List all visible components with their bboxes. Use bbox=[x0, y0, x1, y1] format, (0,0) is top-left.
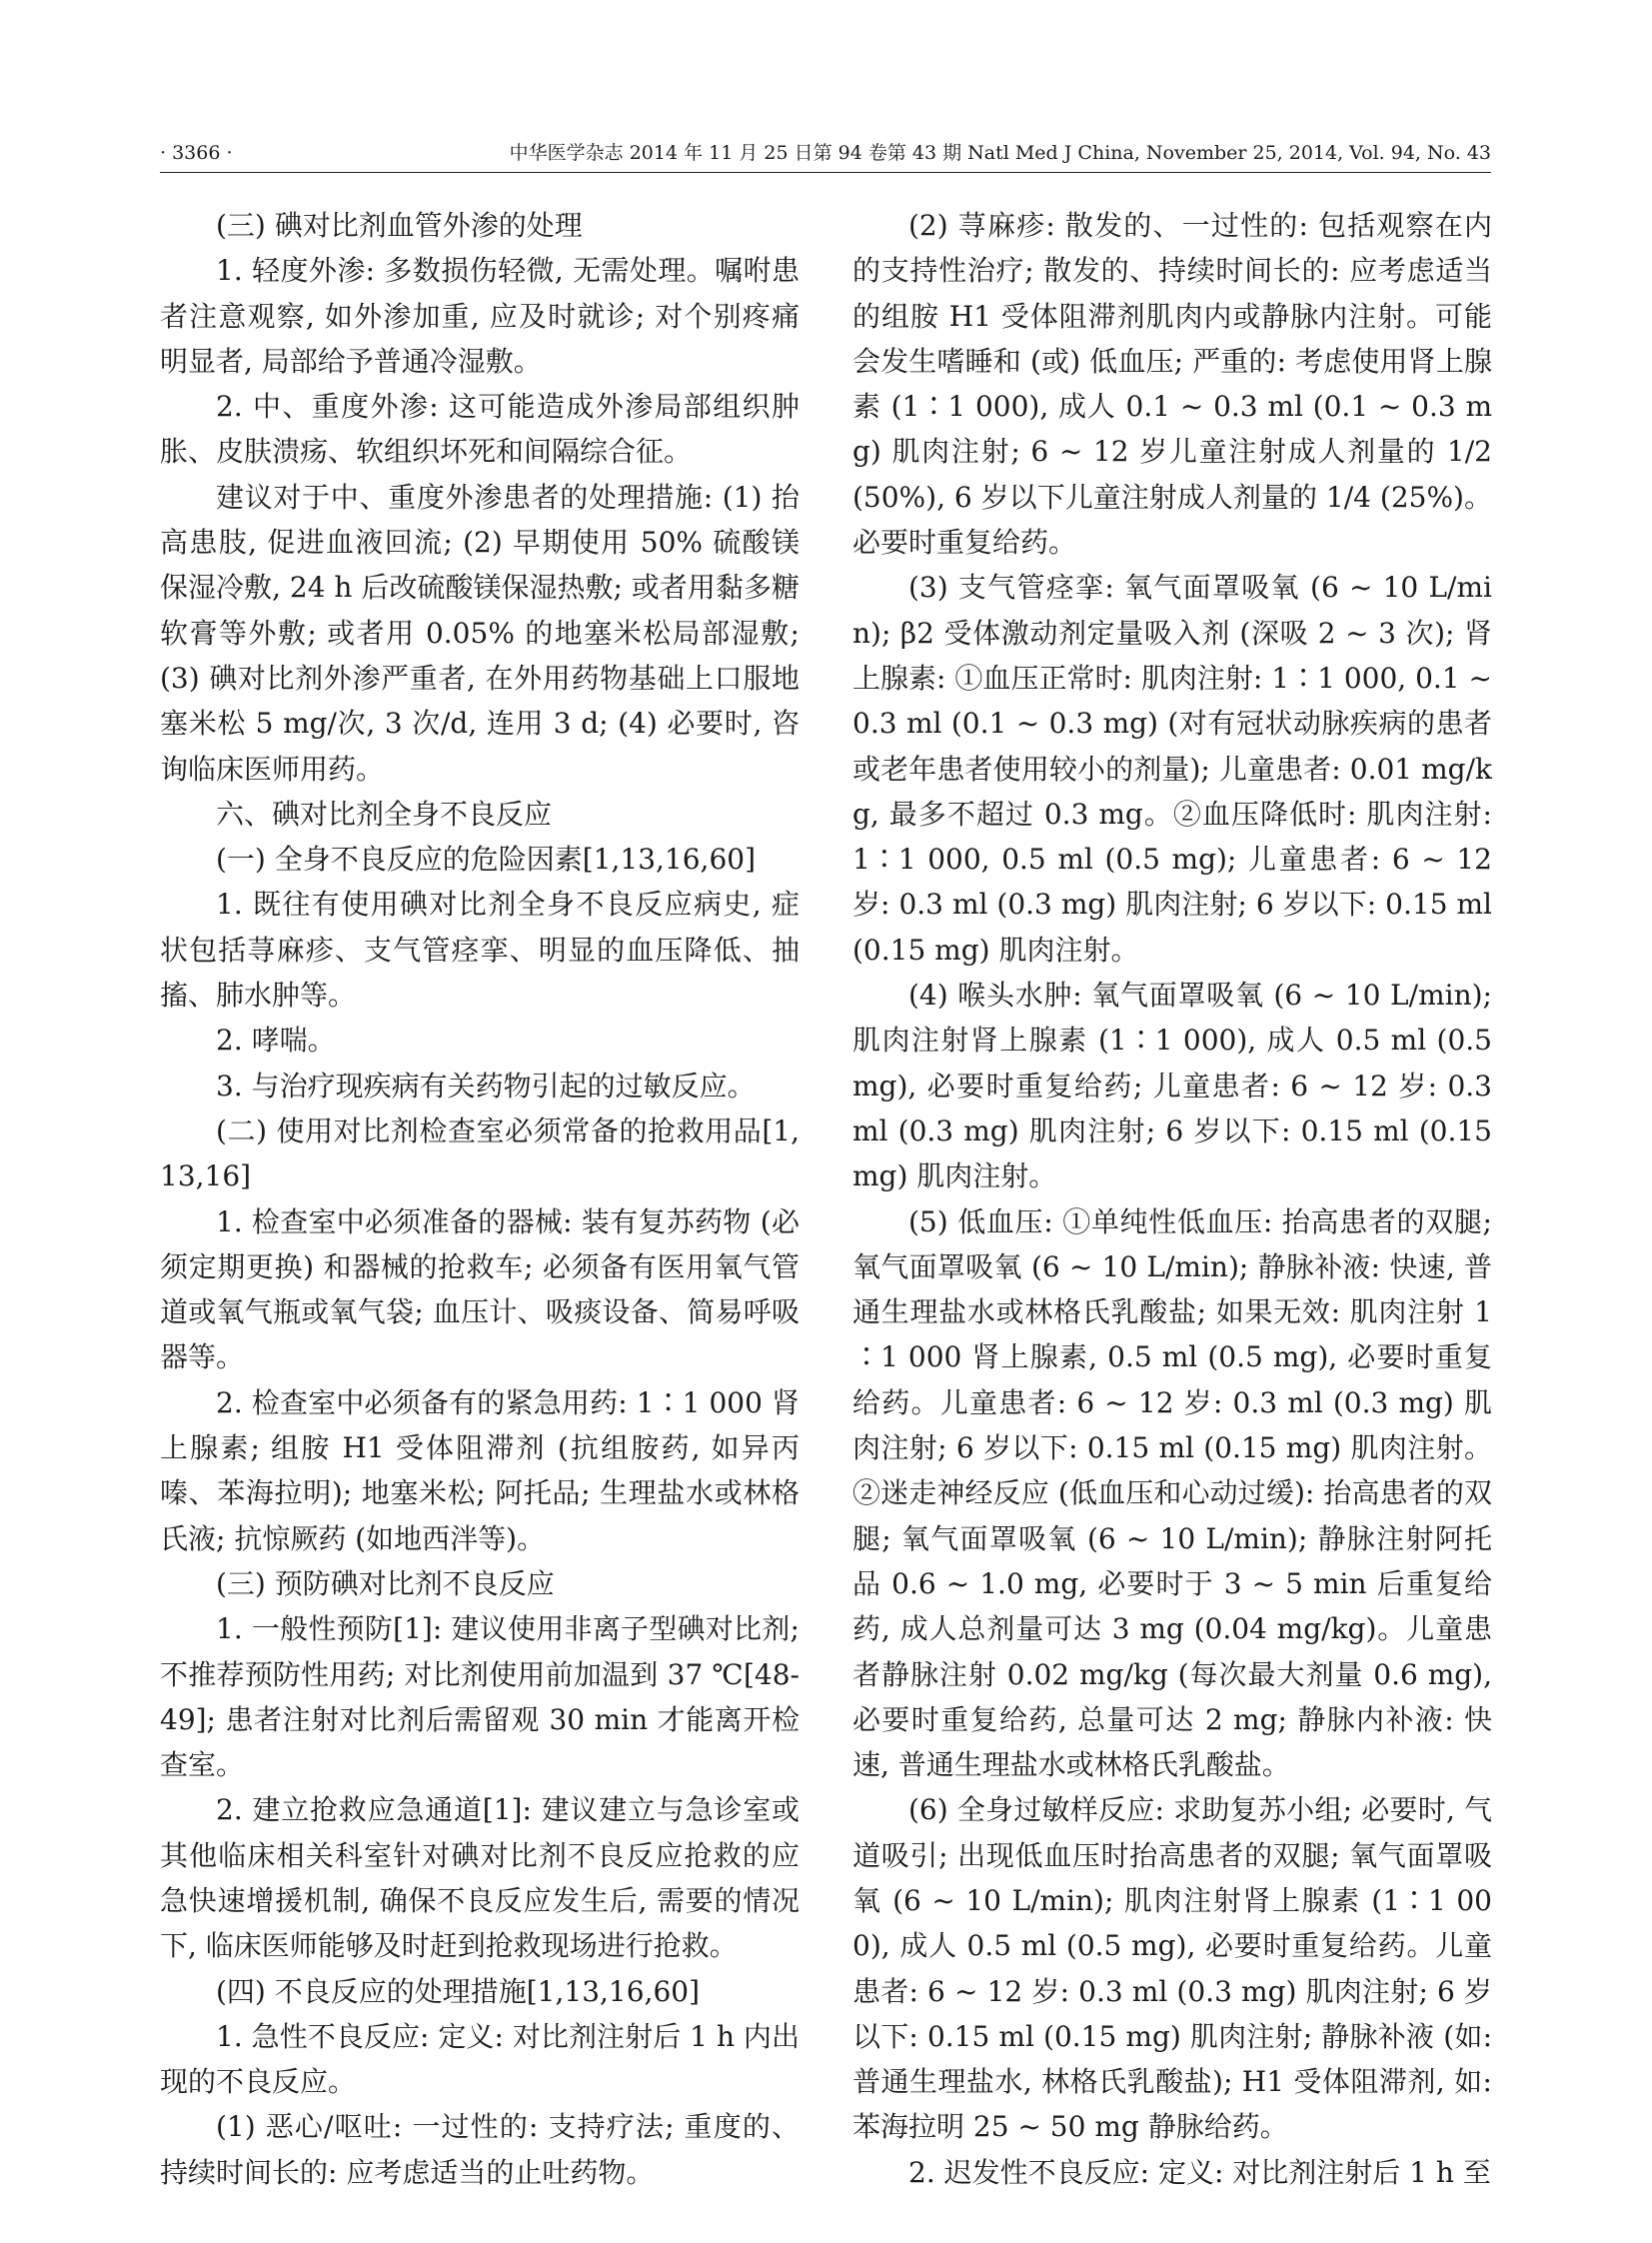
paragraph: 3. 与治疗现疾病有关药物引起的过敏反应。 bbox=[216, 1069, 756, 1103]
left-column bbox=[160, 203, 800, 2195]
paragraph: (1) 恶心/呕吐: 一过性的: 支持疗法; 重度的、持续时间长的: 应考虑适当的止吐药物。 bbox=[160, 2110, 800, 2189]
paragraph: 1. 既往有使用碘对比剂全身不良反应病史, 症状包括荨麻疹、支气管痉挛、明显的血压降低、抽搐、肺水肿等。 bbox=[160, 888, 800, 1013]
paragraph: 1. 检查室中必须准备的器械: 装有复苏药物 (必须定期更换) 和器械的抢救车; 必须备有医用氧气管道或氧气瓶或氧气袋; 血压计、吸痰设备、简易呼吸器等。 bbox=[160, 1204, 800, 1374]
paragraph: 1. 轻度外渗: 多数损伤轻微, 无需处理。嘱咐患者注意观察, 如外渗加重, 应及时就诊; 对个别疼痛明显者, 局部给予普通冷湿敷。 bbox=[160, 254, 800, 378]
section-heading: (三) 预防碘对比剂不良反应 bbox=[216, 1566, 555, 1600]
paragraph: 2. 检查室中必须备有的紧急用药: 1∶1 000 肾上腺素; 组胺 H1 受体阻滞剂 (抗组胺药, 如异丙嗪、苯海拉明); 地塞米松; 阿托品; 生理盐水或林格氏液; 抗惊厥药 (如地西泮等)。 bbox=[160, 1385, 800, 1555]
paragraph: 2. 哮喘。 bbox=[216, 1024, 336, 1058]
paragraph: (6) 全身过敏样反应: 求助复苏小组; 必要时, 气道吸引; 出现低血压时抬高患者的双腿; 氧气面罩吸氧 (6 ~ 10 L/min); 肌肉注射肾上腺素 (1∶1 000), 成人 0.5 ml (0.5 mg), 必要时重复给药。儿童患者: 6 ~ 12 岁: 0.3 ml (0.3 mg) 肌肉注射; 6 岁以下: 0.15 ml (0.15 mg) 肌肉注射; 静脉补液 (如: 普通生理盐水, 林格氏乳酸盐); H1 受体阻滞剂, 如: 苯海拉明 25 ~ 50 mg 静脉给药。 bbox=[852, 1793, 1492, 2144]
paragraph: 2. 建立抢救应急通道[1]: 建议建立与急诊室或其他临床相关科室针对碘对比剂不良反应抢救的应急快速增援机制, 确保不良反应发生后, 需要的情况下, 临床医师能够及时赶到抢救现场进行抢救。 bbox=[160, 1793, 800, 1963]
paragraph: 建议对于中、重度外渗患者的处理措施: (1) 抬高患肢, 促进血液回流; (2) 早期使用 50% 硫酸镁保湿冷敷, 24 h 后改硫酸镁保湿热敷; 或者用黏多糖软膏等外敷; 或者用 0.05% 的地塞米松局部湿敷; (3) 碘对比剂外渗严重者, 在外用药物基础上口服地塞米松 5 mg/次, 3 次/d, 连用 3 d; (4) 必要时, 咨询临床医师用药。 bbox=[160, 480, 800, 786]
section-heading: 六、碘对比剂全身不良反应 bbox=[216, 797, 553, 831]
paragraph: (3) 支气管痉挛: 氧气面罩吸氧 (6 ~ 10 L/min); β2 受体激动剂定量吸入剂 (深吸 2 ~ 3 次); 肾上腺素: ①血压正常时: 肌肉注射: 1∶1 000, 0.1 ~ 0.3 ml (0.1 ~ 0.3 mg) (对有冠状动脉疾病的患者或老年患者使用较小的剂量); 儿童患者: 0.01 mg/kg, 最多不超过 0.3 mg。②血压降低时: 肌肉注射: 1∶1 000, 0.5 ml (0.5 mg); 儿童患者: 6 ~ 12 岁: 0.3 ml (0.3 mg) 肌肉注射; 6 岁以下: 0.15 ml (0.15 mg) 肌肉注射。 bbox=[852, 571, 1492, 967]
header-rule bbox=[160, 172, 1491, 173]
section-heading: (四) 不良反应的处理措施[1,13,16,60] bbox=[216, 1974, 700, 2008]
right-column bbox=[852, 203, 1492, 2195]
page-number: · 3366 · bbox=[160, 142, 233, 164]
paragraph: (4) 喉头水肿: 氧气面罩吸氧 (6 ~ 10 L/min); 肌肉注射肾上腺素 (1∶1 000), 成人 0.5 ml (0.5 mg), 必要时重复给药; 儿童患者: 6 ~ 12 岁: 0.3 ml (0.3 mg) 肌肉注射; 6 岁以下: 0.15 ml (0.15 mg) 肌肉注射。 bbox=[852, 979, 1492, 1193]
paragraph: 2. 中、重度外渗: 这可能造成外渗局部组织肿胀、皮肤溃疡、软组织坏死和间隔综合征。 bbox=[160, 390, 800, 469]
paragraph: 1. 一般性预防[1]: 建议使用非离子型碘对比剂; 不推荐预防性用药; 对比剂使用前加温到 37 ℃[48-49]; 患者注射对比剂后需留观 30 min 才能离开检查室。 bbox=[160, 1612, 800, 1782]
section-heading: (二) 使用对比剂检查室必须常备的抢救用品[1,13,16] bbox=[160, 1114, 800, 1193]
paragraph: 1. 急性不良反应: 定义: 对比剂注射后 1 h 内出现的不良反应。 bbox=[160, 2019, 800, 2099]
section-heading: (一) 全身不良反应的危险因素[1,13,16,60] bbox=[216, 843, 756, 877]
journal-running-header: 中华医学杂志 2014 年 11 月 25 日第 94 卷第 43 期 Natl Med J China, November 25, 2014, Vol. 94, No. 43 bbox=[509, 142, 1491, 164]
paragraph: 2. 迟发性不良反应: 定义: 对比剂注射后 1 h 至 bbox=[908, 2155, 1491, 2189]
paragraph: (2) 荨麻疹: 散发的、一过性的: 包括观察在内的支持性治疗; 散发的、持续时间长的: 应考虑适当的组胺 H1 受体阻滞剂肌肉内或静脉内注射。可能会发生嗜睡和 (或) 低血压; 严重的: 考虑使用肾上腺素 (1∶1 000), 成人 0.1 ~ 0.3 ml (0.1 ~ 0.3 mg) 肌肉注射; 6 ~ 12 岁儿童注射成人剂量的 1/2 (50%), 6 岁以下儿童注射成人剂量的 1/4 (25%)。必要时重复给药。 bbox=[852, 209, 1492, 560]
section-heading: (三) 碘对比剂血管外渗的处理 bbox=[216, 209, 583, 242]
paragraph: (5) 低血压: ①单纯性低血压: 抬高患者的双腿; 氧气面罩吸氧 (6 ~ 10 L/min); 静脉补液: 快速, 普通生理盐水或林格氏乳酸盐; 如果无效: 肌肉注射 1∶1 000 肾上腺素, 0.5 ml (0.5 mg), 必要时重复给药。儿童患者: 6 ~ 12 岁: 0.3 ml (0.3 mg) 肌肉注射; 6 岁以下: 0.15 ml (0.15 mg) 肌肉注射。②迷走神经反应 (低血压和心动过缓): 抬高患者的双腿; 氧气面罩吸氧 (6 ~ 10 L/min); 静脉注射阿托品 0.6 ~ 1.0 mg, 必要时于 3 ~ 5 min 后重复给药, 成人总剂量可达 3 mg (0.04 mg/kg)。儿童患者静脉注射 0.02 mg/kg (每次最大剂量 0.6 mg), 必要时重复给药, 总量可达 2 mg; 静脉内补液: 快速, 普通生理盐水或林格氏乳酸盐。 bbox=[852, 1204, 1492, 1782]
